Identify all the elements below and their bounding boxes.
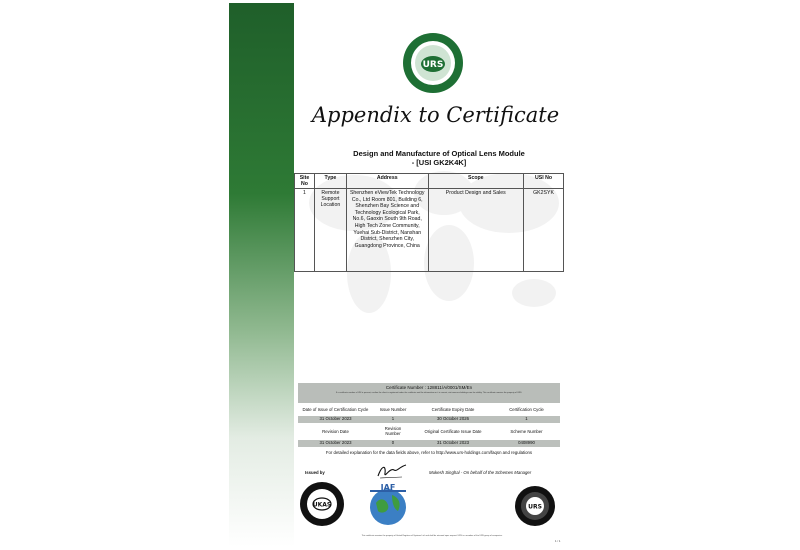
table-header-row bbox=[295, 174, 564, 189]
value-revision-number: 0 bbox=[391, 440, 395, 445]
certificate-fine-print: If a certificate number of USI is present, confirm the client is registered under the certificate and the information on it is current; visit www.urs-holdings.com for validity. This certificate remains the property of URS. bbox=[335, 392, 523, 394]
issued-by-label: Issued by bbox=[305, 470, 325, 475]
cell-scope: Product Design and Sales bbox=[428, 189, 524, 272]
header-revision-number: Revision Number bbox=[384, 426, 402, 436]
value-scheme-number: 0408990 bbox=[518, 440, 535, 445]
urs-round-seal-icon bbox=[514, 485, 556, 527]
header-original-issue-date: Original Certificate Issue Date bbox=[424, 429, 482, 434]
header-expiry-date: Certificate Expiry Date bbox=[431, 407, 475, 412]
header-type: Type bbox=[314, 174, 346, 189]
cell-address: Shenzhen eViewTek Technology Co., Ltd Room 801, Building 6, Shenzhen Bay Science and Technology Ecological Park, No.6, Gaoxin South 9th Road, High Tech Zone Community, Yuehai Sub-District, Nanshan District, Shenzhen City, Guangdong Province, China bbox=[346, 189, 428, 272]
signature-icon bbox=[374, 461, 410, 481]
table-row bbox=[295, 189, 564, 272]
value-expiry-date: 30 October 2026 bbox=[436, 416, 469, 421]
certificate-number-bar bbox=[298, 383, 560, 403]
ukas-seal-text: UKAS bbox=[312, 501, 332, 509]
certificate-subject bbox=[329, 149, 549, 167]
iaf-globe-icon bbox=[364, 481, 412, 529]
subject-line-2: - [USI GK2K4K] bbox=[411, 158, 467, 167]
header-scope: Scope bbox=[428, 174, 524, 189]
cell-site-no: 1 bbox=[295, 189, 315, 272]
page-title: Appendix to Certificate bbox=[311, 103, 560, 127]
dates-value-row-1 bbox=[298, 416, 560, 423]
dates-header-row-2 bbox=[298, 426, 560, 438]
cell-usi-no: GK2SYK bbox=[524, 189, 564, 272]
header-issue-date: Date of Issue of Certification Cycle bbox=[302, 407, 369, 412]
cell-type: Remote Support Location bbox=[314, 189, 346, 272]
header-scheme-number: Scheme Number bbox=[510, 429, 543, 434]
dates-value-row-2 bbox=[298, 440, 560, 447]
value-issue-number: 1 bbox=[391, 416, 395, 421]
urs-logo-brand: URS bbox=[422, 60, 444, 70]
urs-logo-icon bbox=[401, 31, 465, 95]
iaf-seal-text: IAF bbox=[380, 483, 396, 492]
urs-seal-text: URS bbox=[528, 503, 542, 511]
certificate-page bbox=[229, 3, 572, 547]
dates-header-row-1 bbox=[298, 407, 560, 414]
value-issue-date: 31 October 2023 bbox=[319, 416, 352, 421]
header-issue-number: Issue Number bbox=[379, 407, 407, 412]
footer-fine-print: This certificate remains the property of United Registrar of Systems Ltd. and shall be returned upon request. URS is a member of the URS group of companies. bbox=[361, 535, 503, 537]
certificate-number: Certificate Number : 128811/A/0001/SM/En bbox=[385, 385, 473, 390]
header-address: Address bbox=[346, 174, 428, 189]
sites-table bbox=[294, 173, 564, 272]
page-number: 1 / 1 bbox=[555, 539, 561, 543]
ukas-seal-icon bbox=[299, 481, 345, 527]
subject-line-1: Design and Manufacture of Optical Lens Module bbox=[353, 149, 525, 158]
header-cycle: Certification Cycle bbox=[509, 407, 544, 412]
header-site-no: Site No bbox=[295, 174, 315, 189]
header-revision-date: Revision Date bbox=[322, 429, 349, 434]
explanation-text: For detailed explanation for the data fields above, refer to http://www.urs-holdings.com/faqsn and regulations bbox=[325, 450, 533, 455]
green-side-band bbox=[229, 3, 294, 547]
header-usi-no: USI No bbox=[524, 174, 564, 189]
value-original-issue-date: 31 October 2023 bbox=[436, 440, 469, 445]
value-revision-date: 31 October 2023 bbox=[319, 440, 352, 445]
signer-name: Mukesh Singhal - On behalf of the Schemes Manager bbox=[429, 470, 532, 475]
value-cycle: 1 bbox=[525, 416, 528, 421]
